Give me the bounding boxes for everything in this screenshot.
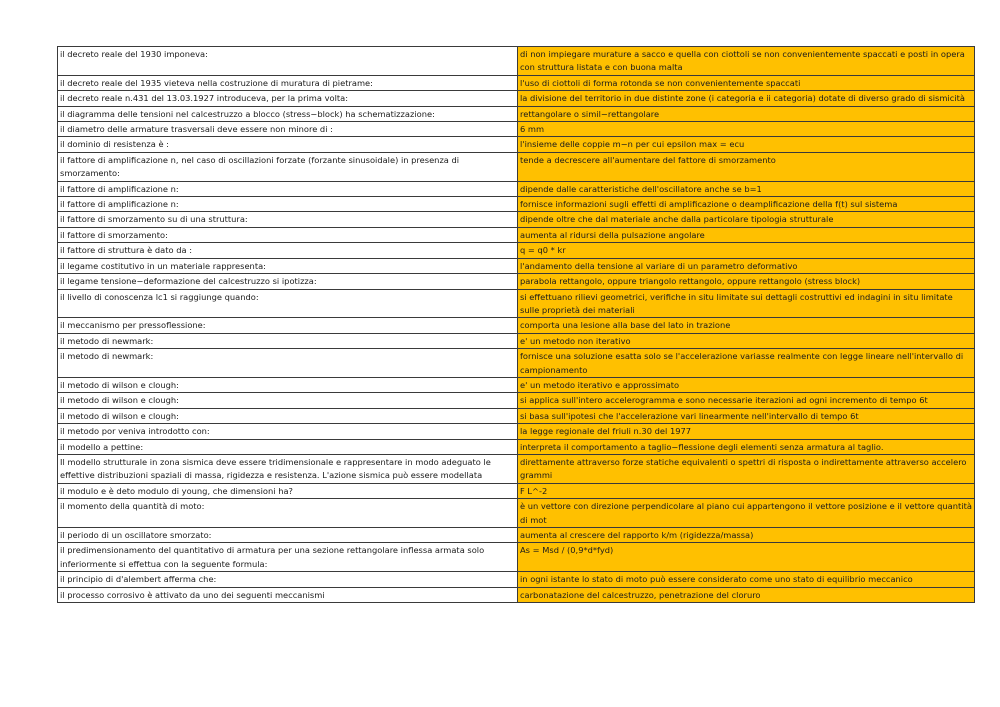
question-cell[interactable]: Il modello strutturale in zona sismica deve essere tridimensionale e rappresentare in modo adeguato le effettive distribuzioni spaziali di massa, rigidezza e resistenza. L'azione sismica può essere modellata [58, 454, 518, 483]
table-row [58, 483, 975, 498]
table-row [58, 349, 975, 378]
question-cell[interactable]: il fattore di amplificazione n, nel caso di oscillazioni forzate (forzante sinusoidale) in presenza di smorzamento: [58, 152, 518, 181]
table-row [58, 181, 975, 196]
table-row [58, 75, 975, 90]
table-row [58, 439, 975, 454]
question-cell[interactable]: il diametro delle armature trasversali deve essere non minore di : [58, 122, 518, 137]
table-row [58, 274, 975, 289]
question-cell[interactable]: il metodo di wilson e clough: [58, 377, 518, 392]
table-row [58, 152, 975, 181]
answer-cell[interactable]: la divisione del territorio in due distinte zone (i categoria e ii categoria) dotate di diverso grado di sismicità [518, 91, 975, 106]
answer-cell[interactable]: l'uso di ciottoli di forma rotonda se non convenientemente spaccati [518, 75, 975, 90]
question-cell[interactable]: il metodo di newmark: [58, 349, 518, 378]
table-row [58, 137, 975, 152]
table-row [58, 122, 975, 137]
table-row [58, 227, 975, 242]
table-row [58, 543, 975, 572]
answer-cell[interactable]: dipende oltre che dal materiale anche dalla particolare tipologia strutturale [518, 212, 975, 227]
table-row [58, 572, 975, 587]
answer-cell[interactable]: rettangolare o simil−rettangolare [518, 106, 975, 121]
answer-cell[interactable]: 6 mm [518, 122, 975, 137]
question-cell[interactable]: il livello di conoscenza lc1 si raggiunge quando: [58, 289, 518, 318]
answer-cell[interactable]: q = q0 * kr [518, 243, 975, 258]
answer-cell[interactable]: di non impiegare murature a sacco e quella con ciottoli se non convenientemente spaccati e posti in opera con struttura listata e con buona malta [518, 47, 975, 76]
answer-cell[interactable]: tende a decrescere all'aumentare del fattore di smorzamento [518, 152, 975, 181]
question-cell[interactable]: il decreto reale n.431 del 13.03.1927 introduceva, per la prima volta: [58, 91, 518, 106]
answer-cell[interactable]: fornisce una soluzione esatta solo se l'accelerazione variasse realmente con legge lineare nell'intervallo di campionamento [518, 349, 975, 378]
table-row [58, 258, 975, 273]
question-cell[interactable]: il fattore di amplificazione n: [58, 197, 518, 212]
answer-cell[interactable]: si applica sull'intero accelerogramma e sono necessarie iterazioni ad ogni incremento di tempo 6t [518, 393, 975, 408]
question-cell[interactable]: il modulo e è deto modulo di young, che dimensioni ha? [58, 483, 518, 498]
answer-cell[interactable]: e' un metodo iterativo e approssimato [518, 377, 975, 392]
answer-cell[interactable]: l'insieme delle coppie m−n per cui epsilon max = ecu [518, 137, 975, 152]
table-row [58, 197, 975, 212]
table-row [58, 454, 975, 483]
table-row [58, 333, 975, 348]
table-row [58, 212, 975, 227]
table-row [58, 91, 975, 106]
quiz-table [57, 46, 975, 603]
answer-cell[interactable]: dipende dalle caratteristiche dell'oscillatore anche se b=1 [518, 181, 975, 196]
answer-cell[interactable]: la legge regionale del friuli n.30 del 1977 [518, 424, 975, 439]
question-cell[interactable]: il metodo di wilson e clough: [58, 408, 518, 423]
question-cell[interactable]: il diagramma delle tensioni nel calcestruzzo a blocco (stress−block) ha schematizzazione: [58, 106, 518, 121]
question-cell[interactable]: il decreto reale del 1935 vieteva nella costruzione di muratura di pietrame: [58, 75, 518, 90]
question-cell[interactable]: il decreto reale del 1930 imponeva: [58, 47, 518, 76]
answer-cell[interactable]: As = Msd / (0,9*d*fyd) [518, 543, 975, 572]
table-row [58, 377, 975, 392]
question-cell[interactable]: il metodo por veniva introdotto con: [58, 424, 518, 439]
answer-cell[interactable]: comporta una lesione alla base del lato in trazione [518, 318, 975, 333]
question-cell[interactable]: il meccanismo per pressoflessione: [58, 318, 518, 333]
question-cell[interactable]: il legame costitutivo in un materiale rappresenta: [58, 258, 518, 273]
answer-cell[interactable]: direttamente attraverso forze statiche equivalenti o spettri di risposta o indirettamente attraverso accelero grammi [518, 454, 975, 483]
question-cell[interactable]: il modello a pettine: [58, 439, 518, 454]
answer-cell[interactable]: F L^-2 [518, 483, 975, 498]
answer-cell[interactable]: è un vettore con direzione perpendicolare al piano cui appartengono il vettore posizione e il vettore quantità di mot [518, 499, 975, 528]
answer-cell[interactable]: carbonatazione del calcestruzzo, penetrazione del cloruro [518, 587, 975, 602]
question-cell[interactable]: il fattore di amplificazione n: [58, 181, 518, 196]
answer-cell[interactable]: si effettuano rilievi geometrici, verifiche in situ limitate sui dettagli costruttivi ed indagini in situ limitate sulle proprietà dei materiali [518, 289, 975, 318]
answer-cell[interactable]: e' un metodo non iterativo [518, 333, 975, 348]
answer-cell[interactable]: aumenta al ridursi della pulsazione angolare [518, 227, 975, 242]
question-cell[interactable]: il metodo di newmark: [58, 333, 518, 348]
question-cell[interactable]: il fattore di struttura è dato da : [58, 243, 518, 258]
question-cell[interactable]: il legame tensione−deformazione del calcestruzzo si ipotizza: [58, 274, 518, 289]
table-row [58, 393, 975, 408]
question-cell[interactable]: il fattore di smorzamento: [58, 227, 518, 242]
question-cell[interactable]: il fattore di smorzamento su di una struttura: [58, 212, 518, 227]
question-cell[interactable]: il dominio di resistenza è : [58, 137, 518, 152]
table-row [58, 106, 975, 121]
answer-cell[interactable]: aumenta al crescere del rapporto k/m (rigidezza/massa) [518, 528, 975, 543]
answer-cell[interactable]: fornisce informazioni sugli effetti di amplificazione o deamplificazione della f(t) sul sistema [518, 197, 975, 212]
answer-cell[interactable]: in ogni istante lo stato di moto può essere considerato come uno stato di equilibrio meccanico [518, 572, 975, 587]
table-row [58, 424, 975, 439]
question-cell[interactable]: il processo corrosivo è attivato da uno dei seguenti meccanismi [58, 587, 518, 602]
quiz-table-body [58, 47, 975, 603]
table-row [58, 587, 975, 602]
table-row [58, 47, 975, 76]
table-row [58, 289, 975, 318]
answer-cell[interactable]: si basa sull'ipotesi che l'accelerazione vari linearmente nell'intervallo di tempo 6t [518, 408, 975, 423]
question-cell[interactable]: il predimensionamento del quantitativo di armatura per una sezione rettangolare inflessa armata solo inferiormente si effettua con la seguente formula: [58, 543, 518, 572]
question-cell[interactable]: il momento della quantità di moto: [58, 499, 518, 528]
answer-cell[interactable]: interpreta il comportamento a taglio−flessione degli elementi senza armatura al taglio. [518, 439, 975, 454]
table-row [58, 499, 975, 528]
question-cell[interactable]: il metodo di wilson e clough: [58, 393, 518, 408]
answer-cell[interactable]: parabola rettangolo, oppure triangolo rettangolo, oppure rettangolo (stress block) [518, 274, 975, 289]
table-row [58, 318, 975, 333]
table-row [58, 528, 975, 543]
question-cell[interactable]: il principio di d'alembert afferma che: [58, 572, 518, 587]
answer-cell[interactable]: l'andamento della tensione al variare di un parametro deformativo [518, 258, 975, 273]
table-row [58, 408, 975, 423]
question-cell[interactable]: il periodo di un oscillatore smorzato: [58, 528, 518, 543]
table-row [58, 243, 975, 258]
